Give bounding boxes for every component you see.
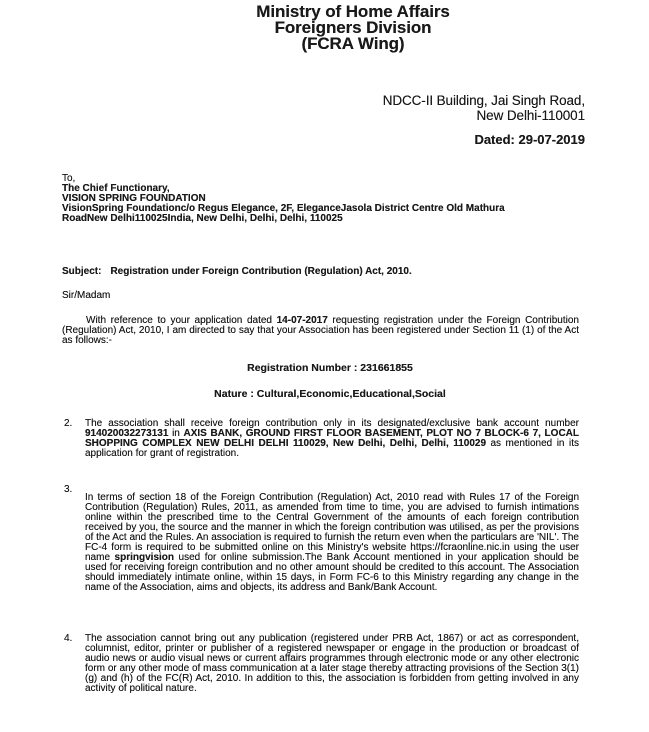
clause-4-text: The association cannot bring out any publication (registered under PRB Act, 1867) or act as correspondent, columnist, editor, printer or publisher of a registered newspaper or engage in the production or broadcast of audio news or audio visual news or current affairs programmes through electronic mode or any other electronic form or any other mode of mass communication at a later stage thereby attracting provisions of the Section 3(1) (g) and (h) of the FC(R) Act, 2010. In addition to this, the association is forbidden from getting involved in any activity of political nature. <box>85 633 579 694</box>
clause-3-text: In terms of section 18 of the Foreign Contribution (Regulation) Act, 2010 read with Rules 17 of the Foreign Contribution (Regulation) Rules, 2011, as amended from time to time, you are advised to furnish intimations online within the prescribed time to the Central Government of the amounts of each foreign contribution received by you, the source and the manner in which the foreign contribution was utilised, as per the provisions of the Act and the Rules. An association is required to furnish the return even when the particulars are 'NIL'. The FC-4 form is required to be submitted online on this Ministry's website https://fcraonline.nic.in using the user name springvision used for online submission.The Bank Account mentioned in your application should be used for receiving foreign contribution and no other amount should be credited to this account. The Association should immediately intimate online, within 15 days, in Form FC-6 to this Ministry regarding any change in the name of the Association, aims and objects, its address and Bank/Bank Account. <box>85 492 579 593</box>
addressee-address-line2: RoadNew Delhi110025India, New Delhi, Delhi, Delhi, 110025 <box>62 213 343 224</box>
clause-3 <box>62 485 579 593</box>
intro-paragraph: With reference to your application dated 14-07-2017 requesting registration under the Foreign Contribution (Regulation) Act, 2010, I am directed to say that your Association has been registered under Section 11 (1) of the Act as follows:- <box>62 315 579 346</box>
nature-line: Nature : Cultural,Economic,Educational,Social <box>214 388 446 400</box>
office-address-block <box>62 93 585 123</box>
division-name: Foreigners Division <box>274 18 432 37</box>
office-address-line2: New Delhi-110001 <box>476 108 585 123</box>
ministry-name: Ministry of Home Affairs <box>256 2 450 21</box>
clause-4 <box>62 634 579 694</box>
subject-text: Registration under Foreign Contribution (Regulation) Act, 2010. <box>110 266 412 277</box>
clause-2 <box>62 419 579 459</box>
registration-number-line: Registration Number : 231661855 <box>247 362 413 374</box>
addressee-designation: The Chief Functionary, <box>62 183 170 194</box>
addressee-organization: VISION SPRING FOUNDATION <box>62 193 206 204</box>
subject-label: Subject: <box>62 266 102 277</box>
subject-line <box>62 266 585 277</box>
clause-2-number: 2. <box>64 418 73 429</box>
office-address-line1: NDCC-II Building, Jai Singh Road, <box>382 93 585 108</box>
wing-name: (FCRA Wing) <box>301 34 405 53</box>
addressee-to: To, <box>62 173 76 184</box>
date-line: Dated: 29-07-2019 <box>474 132 585 147</box>
salutation: Sir/Madam <box>62 290 111 301</box>
addressee-address-line1: VisionSpring Foundationc/o Regus Elegance, 2F, EleganceJasola District Centre Old Mathura <box>62 203 505 214</box>
letterhead <box>62 4 585 52</box>
addressee-block <box>62 174 585 224</box>
clause-2-text: The association shall receive foreign contribution only in its designated/exclusive bank account number 914020032273131 in AXIS BANK, GROUND FIRST FLOOR BASEMENT, PLOT NO 7 BLOCK-6 7, LOCAL SHOPPING COMPLEX NEW DELHI DELHI 110029, New Delhi, Delhi, Delhi, 110029 as mentioned in its application for grant of registration. <box>85 418 579 459</box>
clause-3-number: 3. <box>64 484 73 495</box>
clause-4-number: 4. <box>64 633 73 644</box>
